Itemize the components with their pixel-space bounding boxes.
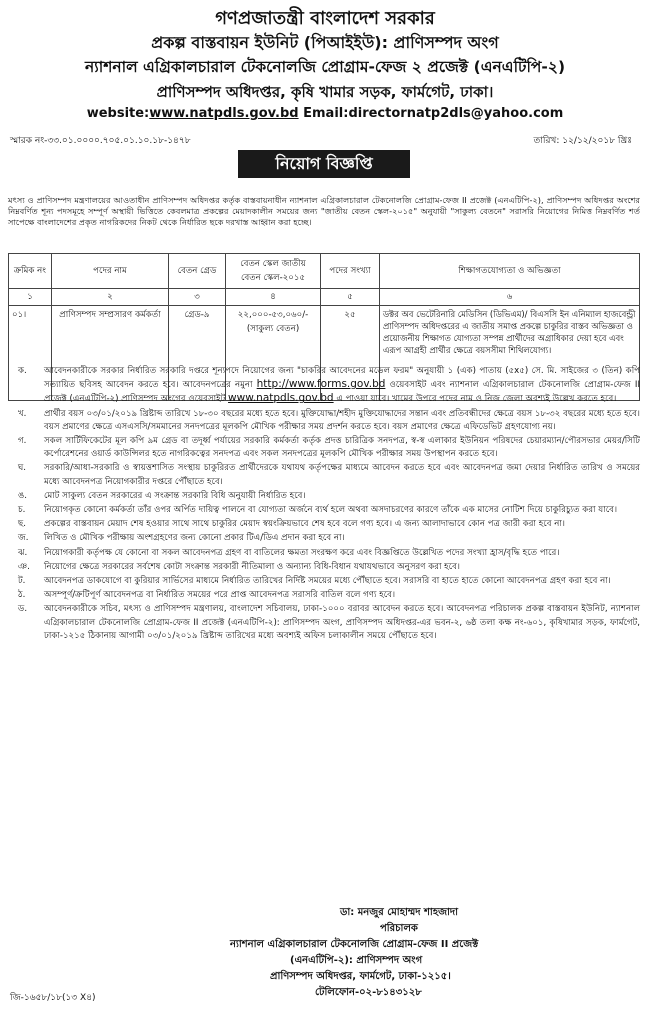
condition-mark: ঠ. [18, 590, 26, 601]
condition-text: নিয়োগকৃত কোনো কর্মকর্তা তাঁর ওপর অর্পিত দায়িত্ব পালনে বা যোগ্যতা অর্জনে ব্যর্থ হলে অথবা অসদাচরণের কারণে তাঁকে এক মাসের নোটিশ দিয়ে চাকুরিচ্যুত করা যাবে। [44, 505, 618, 516]
condition-item [8, 603, 640, 643]
condition-mark: চ. [18, 505, 26, 516]
condition-text: সরকারি/আধা-সরকারি ও স্বায়ত্তশাসিত সংস্থায় চাকুরিরত প্রার্থীদেরকে যথাযথ কর্তৃপক্ষের মাধ্যমে আবেদন করতে হবে এবং আবেদনপত্র জমা দেয়ার নির্ধারিত তারিখ ও সময়ের মধ্যে আবেদনপত্র নিয়োগকারীর দপ্তরে পৌঁছাতে হবে। [44, 463, 640, 487]
condition-text: আবেদনপত্র ডাকযোগে বা কুরিয়ার সার্ভিসের মাধ্যমে নির্ধারিত তারিখের নির্দিষ্ট সময়ের মধ্যে পৌঁছাতে হবে। সরাসরি বা হাতে হাতে কোনো আবেদনপত্র গ্রহণ করা হবে না। [44, 576, 611, 587]
signatory-office: প্রাণিসম্পদ অধিদপ্তর, ফার্মগেট, ঢাকা-১২১৫। [270, 971, 451, 982]
condition-item [8, 561, 640, 574]
condition-text: ওয়েবসাইট এবং ন্যাশনাল এগ্রিকালচারাল টেকনোলজি প্রোগ্রাম-ফেজ II প্রজেক্ট (এনএটিপি-২) প্রাণিসম্পদ অংগের ওয়েবসাইট [44, 380, 641, 405]
condition-mark: ক. [18, 366, 27, 376]
memo-number: স্মারক নং-৩৩.০১.০০০০.৭০৫.০১.১০.১৮-১৪৭৮ [10, 136, 191, 146]
condition-mark: খ. [18, 408, 27, 419]
cell-scale: ২২,০০০-৫৩,০৬০/- (সাকুল্য বেতন) [226, 306, 321, 401]
table-number-row [9, 289, 640, 306]
signatory-project: ন্যাশনাল এগ্রিকালচারাল টেকনোলজি প্রোগ্রাম-ফেজ II প্রজেক্ট [230, 939, 479, 950]
condition-item [8, 435, 640, 461]
condition-text: আবেদনকারীকে সচিব, মৎস্য ও প্রাণিসম্পদ মন্ত্রণালয়, বাংলাদেশ সচিবালয়, ঢাকা-১০০০ বরাবর আবেদন করতে হবে। আবেদনপত্র পরিচালক প্রকল্প বাস্তবায়ন ইউনিট, ন্যাশনাল এগ্রিকালচারাল টেকনোলজি প্রোগ্রাম-ফেজ II প্রজেক্ট (এনএটিপি-২): প্রাণিসম্পদ অংগ, প্রাণিসম্পদ অধিদপ্তর-এর ভবন-২, ৬ষ্ঠ তলা কক্ষ নং-৬০১, কৃষিখামার সড়ক, ফার্মগেট, ঢাকা-১২১৫ ঠিকানায় আগামী ০৩/০১/২০১৯ খ্রিষ্টাব্দ তারিখের মধ্যে অবশ্যই অফিস চলাকালীন সময়ে পৌঁছাতে হবে। [44, 604, 640, 641]
signatory-phone: টেলিফোন-০২-৮১৪৩১২৮ [315, 987, 422, 998]
website-label: website: [86, 106, 150, 121]
intro-paragraph: মৎস্য ও প্রাণিসম্পদ মন্ত্রণালয়ের আওতাধীন প্রাণিসম্পদ অধিদপ্তর কর্তৃক বাস্তবায়নাধীন ন্যাশনাল এগ্রিকালচারাল টেকনোলজি প্রোগ্রাম-ফেজ II প্রজেক্ট (এনএটিপি-২), প্রাণিসম্পদ অধিদপ্তর অংশের নিম্নবর্ণিত শূন্য পদসমূহে সম্পূর্ণ অস্থায়ী ভিত্তিতে কেবলমাত্র প্রকল্পের মেয়াদকালীন সময়ের জন্য "জাতীয় বেতন স্কেল-২০১৫" অনুযায়ী "সাকুল্য বেতনে" সরাসরি নিয়োগের নিমিত্ত নিম্নবর্ণিত শর্ত সাপেক্ষে বাংলাদেশের প্রকৃত নাগরিকদের নিকট থেকে নির্ধারিত ছকে দরখাস্ত আহ্বান করা হচ্ছে। [8, 195, 640, 227]
conditions-list [8, 365, 640, 643]
col-number: ৩ [169, 289, 226, 306]
col-scale: বেতন স্কেল জাতীয় বেতন স্কেল-২০১৫ [226, 254, 321, 289]
condition-mark: ট. [18, 576, 26, 587]
col-count: পদের সংখ্যা [321, 254, 380, 289]
signatory-unit: (এনএটিপি-২): প্রাণিসম্পদ অংগ [290, 955, 423, 966]
notice-date: তারিখ: ১২/১২/২০১৮ খ্রিঃ [533, 136, 632, 146]
condition-item [8, 518, 640, 531]
col-serial: ক্রমিক নং [9, 254, 52, 289]
condition-text: অসম্পূর্ণ/ক্রটিপূর্ণ আবেদনপত্র বা নির্ধারিত সময়ের পরে প্রাপ্ত আবেদনপত্র সরাসরি বাতিল বলে গণ্য হবে। [44, 590, 396, 601]
condition-text: এ পাওয়া যাবে। খামের উপরে পদের নাম ও নিজ জেলা অবশ্যই উল্লেখ করতে হবে। [333, 394, 617, 405]
condition-text: মোট সাকুল্য বেতন সরকারের এ সংক্রান্ত সরকারি বিধি অনুযায়ী নির্ধারিত হবে। [44, 490, 306, 501]
email-label: Email: [298, 106, 349, 121]
condition-text: নিয়োগের ক্ষেত্রে সরকারের সর্বশেষ কোটা সংক্রান্ত সরকারী নীতিমালা ও অন্যান্য বিধি-বিধান যথাযথভাবে অনুসরণ করা হবে। [44, 561, 460, 572]
condition-item [8, 408, 640, 434]
col-number: ১ [9, 289, 52, 306]
col-number: ৫ [321, 289, 380, 306]
natp-website-link[interactable]: www.natpdls.gov.bd [228, 392, 334, 405]
condition-mark: ঝ. [18, 547, 28, 558]
cell-qualification: ডক্টর অব ভেটেরিনারি মেডিসিন (ডিভিএম)/ বিএসসি ইন এনিম্যাল হাজবেন্ড্রী প্রাণিসম্পদ অধিদপ্তরের এ জাতীয় সমাপ্ত প্রকল্পে চাকুরির বাস্তব অভিজ্ঞতা ও প্রয়োজনীয় শিক্ষাগত যোগ্যতা সম্পন্ন প্রার্থীদের অগ্রাধিকার দেয়া হবে এবং এরূপ আগ্রহী প্রার্থীর ক্ষেত্রে বয়সসীমা শিথিলযোগ্য। [380, 306, 640, 401]
signatory-name: ডা: মনজুর মোহাম্মদ শাহজাদা [340, 907, 459, 918]
condition-text: লিখিত ও মৌখিক পরীক্ষায় অংশগ্রহণের জন্য কোনো প্রকার টিএ/ডিএ প্রদান করা হবে না। [44, 533, 345, 544]
condition-item [8, 490, 640, 503]
contact-line [0, 106, 650, 121]
col-post: পদের নাম [52, 254, 169, 289]
condition-mark: গ. [18, 436, 27, 447]
website-link[interactable]: www.natpdls.gov.bd [149, 106, 299, 121]
condition-mark: ছ. [18, 519, 26, 530]
condition-item [8, 365, 640, 407]
email-address[interactable]: directornatp2dls@yahoo.com [348, 106, 564, 121]
condition-mark: ঞ. [18, 561, 30, 572]
condition-item [8, 532, 640, 545]
condition-item [8, 504, 640, 517]
condition-item [8, 589, 640, 602]
condition-mark: জ. [18, 533, 29, 544]
condition-text: নিয়োগকারী কর্তৃপক্ষ যে কোনো বা সকল আবেদনপত্র গ্রহণ বা বাতিলের ক্ষমতা সংরক্ষণ করে এবং বিজ্ঞপ্তিতে উল্লেখিত পদের সংখ্যা হ্রাস/বৃদ্ধি হতে পারে। [44, 547, 560, 558]
dfp-reference-code: জি-১৬৫৮/১৮(১৩ X৪) [10, 993, 96, 1003]
condition-item [8, 547, 640, 560]
unit-title: প্রকল্প বাস্তবায়ন ইউনিট (পিআইইউ): প্রাণিসম্পদ অংগ [151, 33, 499, 52]
col-number: ২ [52, 289, 169, 306]
forms-website-link[interactable]: http://www.forms.gov.bd [256, 378, 386, 391]
cell-serial: ০১। [9, 306, 52, 401]
condition-item [8, 575, 640, 588]
condition-mark: ঘ. [18, 463, 27, 474]
project-title: ন্যাশনাল এগ্রিকালচারাল টেকনোলজি প্রোগ্রাম-ফেজ ২ প্রজেক্ট (এনএটিপি-২) [84, 58, 566, 76]
condition-text: আবেদনকারীকে সরকার নির্ধারিত সরকারি দপ্তরে শূন্যপদে নিয়োগের জন্য "চাকরির আবেদনের মডেল ফরম" অনুযায়ী ১ (এক) পাতায় (৫x৫) সে. মি. সাইজের ৩ (তিন) কপি সত্যায়িত ছবিসহ আবেদন করতে হবে। আবেদনপত্রের নমুনা [44, 366, 640, 391]
cell-post: প্রাণিসম্পদ সম্প্রসারণ কর্মকর্তা [52, 306, 169, 401]
cell-grade: গ্রেড-৯ [169, 306, 226, 401]
signature-block [230, 905, 650, 1001]
government-title: গণপ্রজাতন্ত্রী বাংলাদেশ সরকার [215, 8, 435, 29]
condition-mark: ঙ. [18, 490, 28, 501]
table-header-row [9, 254, 640, 289]
condition-mark: ড. [18, 604, 28, 615]
condition-text: প্রকল্পের বাস্তবায়ন মেয়াদ শেষ হওয়ার সাথে সাথে চাকুরির মেয়াদ স্বয়ংক্রিয়ভাবে শেষ হবে বলে গণ্য হবে। এ জন্য আলাদাভাবে কোন পত্র জারী করা হবে না। [44, 519, 565, 530]
condition-text: প্রার্থীর বয়স ০৩/০১/২০১৯ খ্রিষ্টাব্দ তারিখে ১৮-৩০ বছরের মধ্যে হতে হবে। মুক্তিযোদ্ধা/শহীদ মুক্তিযোদ্ধাদের সন্তান এবং প্রতিবন্ধীদের ক্ষেত্রে বয়স ১৮-৩২ বছরের মধ্যে হতে হবে। বয়স প্রমাণের ক্ষেত্রে এসএসসি/সমমানের সনদপত্রের মূলকপি মৌখিক পরীক্ষার সময় প্রদর্শন করতে হবে। বয়স প্রমাণের ক্ষেত্রে এফিডেভিট গ্রহণযোগ্য নয়। [44, 408, 640, 432]
condition-item [8, 462, 640, 488]
col-grade: বেতন গ্রেড [169, 254, 226, 289]
col-qualification: শিক্ষাগতযোগ্যতা ও অভিজ্ঞতা [380, 254, 640, 289]
col-number: ৪ [226, 289, 321, 306]
col-number: ৬ [380, 289, 640, 306]
notice-title: নিয়োগ বিজ্ঞপ্তি [238, 150, 410, 178]
signatory-designation: পরিচালক [380, 923, 418, 934]
cell-count: ২৫ [321, 306, 380, 401]
office-address: প্রাণিসম্পদ অধিদপ্তর, কৃষি খামার সড়ক, ফার্মগেট, ঢাকা। [156, 83, 494, 101]
condition-text: সকল সার্টিফিকেটের মূল কপি ৯ম গ্রেড বা তদূর্ধ্ব পর্যায়ের সরকারি কর্মকর্তা কর্তৃক প্রদত্ত চারিত্রিক সনদপত্র, স্ব-স্ব এলাকার ইউনিয়ন পরিষদের চেয়ারম্যান/পৌরসভার মেয়র/সিটি কর্পোরেশনের ওয়ার্ড কাউন্সিলর হতে নাগরিকত্বের সনদপত্র এবং সকল সনদপত্রের মূলকপি মৌখিক পরীক্ষার সময় উপস্থাপন করতে হবে। [44, 436, 640, 460]
